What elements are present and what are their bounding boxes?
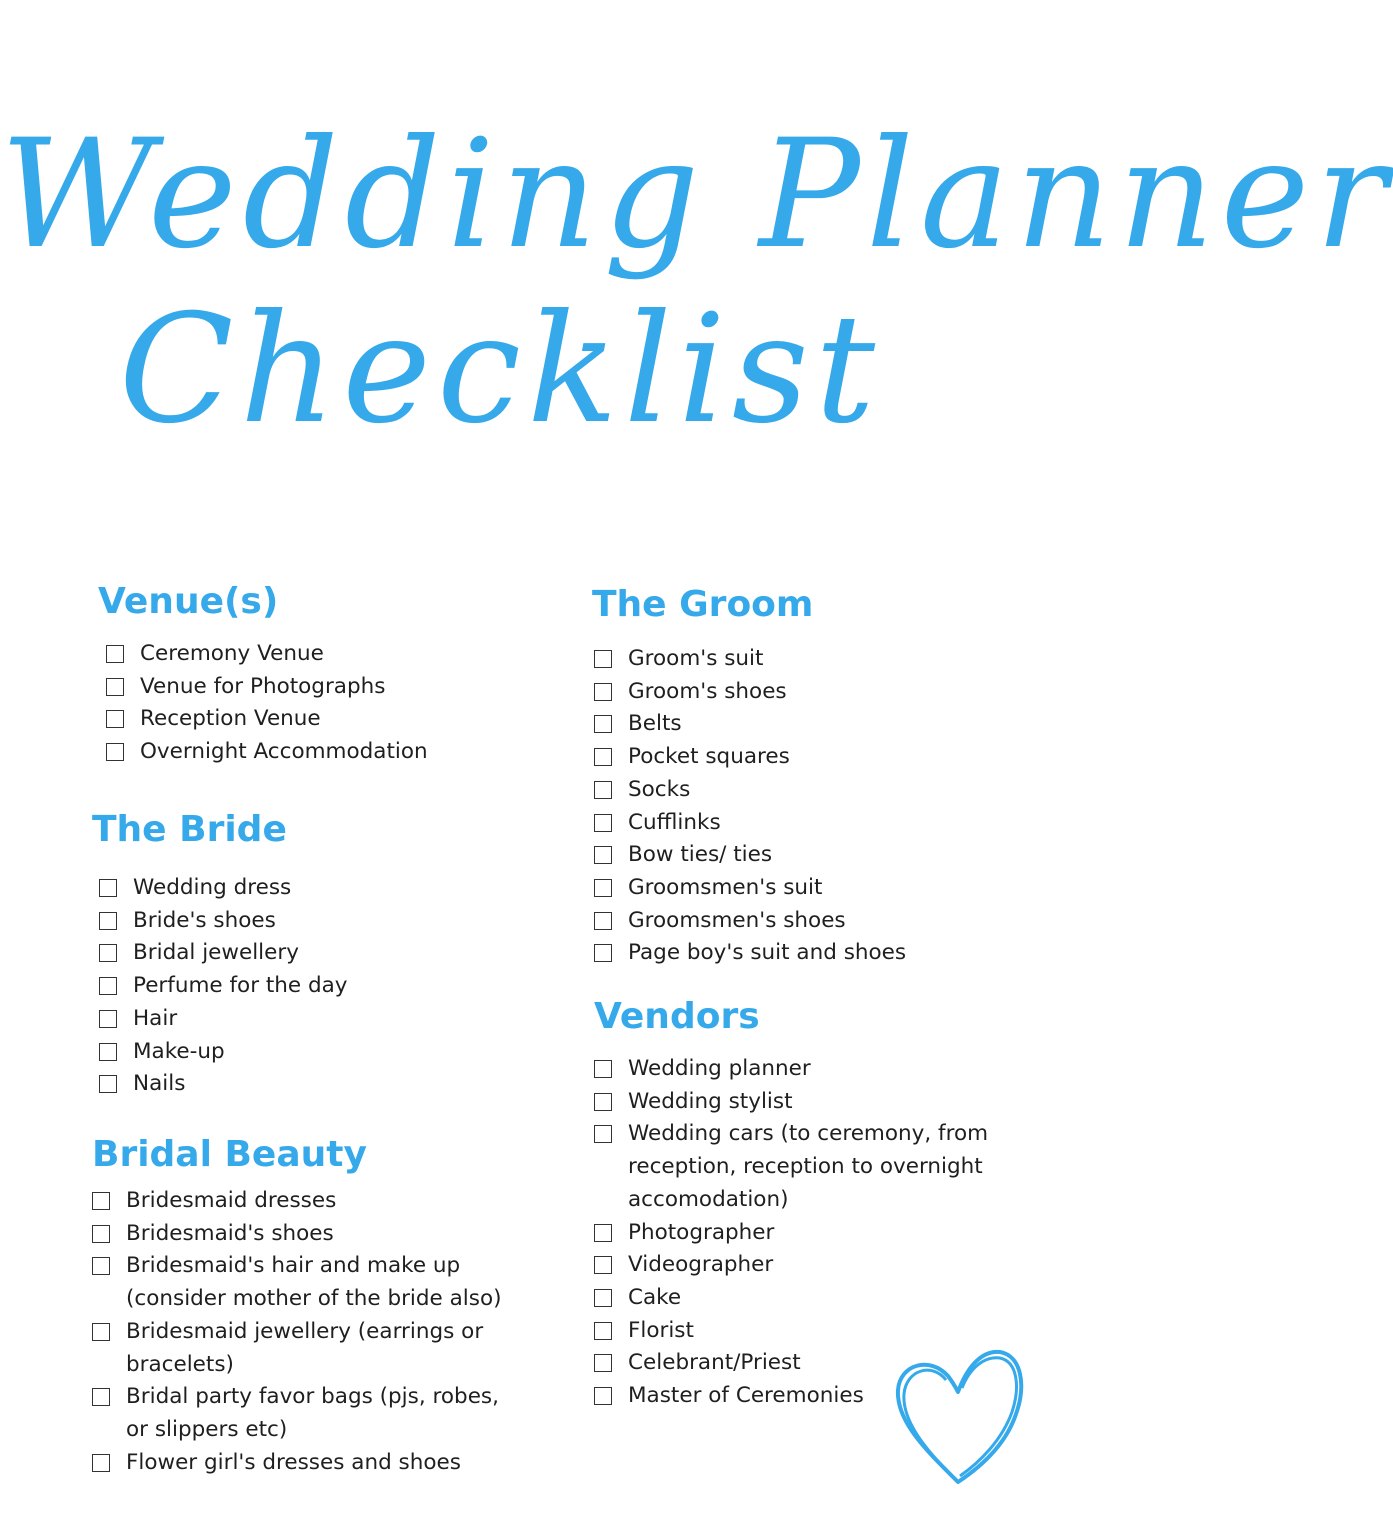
checklist-item: [99, 1036, 532, 1069]
checklist-item: [594, 905, 1012, 938]
checklist-item-label: Wedding dress: [133, 875, 292, 900]
checkbox[interactable]: [99, 944, 117, 962]
checklist-item: [99, 1003, 532, 1036]
checkbox[interactable]: [99, 879, 117, 897]
checklist-item-label: Groom's shoes: [628, 678, 787, 704]
checkbox[interactable]: [594, 1289, 612, 1307]
checklist-item-label: Bridesmaid jewellery (earrings or bracelets): [126, 1318, 484, 1377]
checklist-item-label: Groomsmen's suit: [628, 874, 823, 900]
checklist-item: [99, 970, 532, 1003]
checkbox[interactable]: [594, 944, 612, 962]
checklist-item-label: Wedding cars (to ceremony, from reception, reception to overnight accomodation): [628, 1121, 989, 1212]
checklist-item: [594, 708, 1012, 741]
checklist-item-label: Perfume for the day: [133, 973, 348, 999]
checklist-item-label: Florist: [628, 1317, 694, 1343]
checklist-item: [594, 1217, 994, 1250]
checkbox[interactable]: [594, 715, 612, 733]
checklist-item-label: Photographer: [628, 1219, 775, 1245]
checkbox[interactable]: [99, 912, 117, 930]
checkbox[interactable]: [594, 879, 612, 897]
checklist-item: [99, 905, 532, 938]
checkbox[interactable]: [594, 1322, 612, 1340]
heart-outline-icon: [888, 1342, 1028, 1492]
checklist-item: [106, 736, 538, 769]
checklist-item: [92, 1447, 522, 1480]
checklist-item: [594, 1086, 994, 1119]
checklist-item: [594, 741, 1012, 774]
checklist: [92, 1185, 522, 1479]
checklist-item-label: Hair: [133, 1005, 178, 1031]
checklist-item: [99, 937, 532, 970]
checkbox[interactable]: [594, 1354, 612, 1372]
checklist: [592, 643, 1012, 970]
checkbox[interactable]: [594, 650, 612, 668]
checkbox[interactable]: [594, 781, 612, 799]
checklist-item-label: Reception Venue: [140, 706, 321, 732]
checklist-item-label: Bridesmaid's hair and make up (consider mother of the bride also): [126, 1253, 502, 1312]
checkbox[interactable]: [99, 1010, 117, 1028]
checklist-item-label: Bridesmaid's shoes: [126, 1220, 334, 1246]
checklist-item: [99, 872, 532, 905]
checklist-item: [594, 937, 1012, 970]
checklist-item: [106, 703, 538, 736]
checkbox[interactable]: [99, 977, 117, 995]
title-line-1: Wedding Planner: [0, 108, 1393, 282]
checklist-item: [92, 1218, 522, 1251]
checklist-item-label: Page boy's suit and shoes: [628, 940, 907, 966]
checklist-item: [106, 671, 538, 704]
checklist: [92, 872, 532, 1101]
checkbox[interactable]: [106, 678, 124, 696]
checkbox[interactable]: [99, 1075, 117, 1093]
checklist-item-label: Cufflinks: [628, 809, 721, 835]
checkbox[interactable]: [594, 1093, 612, 1111]
checkbox[interactable]: [594, 846, 612, 864]
checklist-item: [594, 676, 1012, 709]
checklist-item-label: Belts: [628, 711, 682, 737]
checklist-item-label: Ceremony Venue: [140, 641, 324, 666]
checklist-item: [594, 839, 1012, 872]
checkbox[interactable]: [106, 743, 124, 761]
checklist-item-label: Groom's suit: [628, 646, 764, 671]
section-heading: The Groom: [592, 584, 814, 625]
checklist-item-label: Overnight Accommodation: [140, 739, 428, 765]
checklist-item-label: Venue for Photographs: [140, 673, 386, 699]
checklist-item-label: Bride's shoes: [133, 907, 276, 933]
checklist-item-label: Bridesmaid dresses: [126, 1188, 337, 1213]
checklist-item: [594, 872, 1012, 905]
checkbox[interactable]: [99, 1043, 117, 1061]
checkbox[interactable]: [594, 1060, 612, 1078]
checklist-item: [92, 1381, 522, 1446]
section-heading: Bridal Beauty: [92, 1134, 367, 1175]
checklist-item-label: Pocket squares: [628, 744, 790, 770]
checklist-item-label: Bridal party favor bags (pjs, robes, or slippers etc): [126, 1384, 499, 1442]
checklist-item-label: Nails: [133, 1071, 186, 1097]
checkbox[interactable]: [594, 683, 612, 701]
checklist-item: [92, 1185, 522, 1218]
checklist-item: [594, 1118, 994, 1216]
checkbox[interactable]: [106, 710, 124, 728]
checkbox[interactable]: [594, 748, 612, 766]
checklist-item-label: Master of Ceremonies: [628, 1383, 864, 1409]
checklist-item: [594, 774, 1012, 807]
section-heading: Venue(s): [98, 581, 279, 622]
section-bridal-beauty: [92, 1133, 522, 1479]
checkbox[interactable]: [92, 1225, 110, 1243]
checkbox[interactable]: [92, 1192, 110, 1210]
checkbox[interactable]: [594, 912, 612, 930]
checkbox[interactable]: [594, 1125, 612, 1143]
checklist-item: [106, 638, 538, 671]
section-the-groom: [592, 583, 1012, 970]
checklist-item: [99, 1068, 532, 1101]
checklist-item-label: Flower girl's dresses and shoes: [126, 1449, 461, 1475]
checklist-item-label: Videographer: [628, 1252, 774, 1278]
checklist-item: [92, 1250, 522, 1315]
checklist-item: [594, 643, 1012, 676]
checklist-item-label: Bridal jewellery: [133, 940, 299, 966]
checklist-item-label: Wedding planner: [628, 1056, 811, 1081]
checkbox[interactable]: [594, 1387, 612, 1405]
checkbox[interactable]: [106, 645, 124, 663]
section-heading: The Bride: [92, 809, 287, 850]
checkbox[interactable]: [594, 1224, 612, 1242]
checklist-item-label: Wedding stylist: [628, 1088, 793, 1114]
checklist-item: [594, 807, 1012, 840]
checkbox[interactable]: [92, 1454, 110, 1472]
checklist-item: [594, 1249, 994, 1282]
section-heading: Vendors: [594, 996, 760, 1037]
section-venues: [98, 580, 538, 769]
checklist-item: [594, 1053, 994, 1086]
checkbox[interactable]: [92, 1388, 110, 1406]
checklist-item: [92, 1316, 522, 1381]
title-line-2: Checklist: [118, 283, 882, 457]
checkbox[interactable]: [92, 1257, 110, 1275]
checklist-item-label: Cake: [628, 1284, 682, 1310]
checklist-item-label: Celebrant/Priest: [628, 1350, 801, 1376]
checkbox[interactable]: [594, 1256, 612, 1274]
checkbox[interactable]: [92, 1323, 110, 1341]
checklist-item-label: Make-up: [133, 1038, 225, 1064]
checkbox[interactable]: [594, 814, 612, 832]
checklist: [98, 638, 538, 769]
checklist-item: [594, 1282, 994, 1315]
checklist-item-label: Bow ties/ ties: [628, 842, 773, 868]
checklist-item-label: Groomsmen's shoes: [628, 907, 846, 933]
section-the-bride: [92, 808, 532, 1101]
checklist-item-label: Socks: [628, 776, 691, 802]
